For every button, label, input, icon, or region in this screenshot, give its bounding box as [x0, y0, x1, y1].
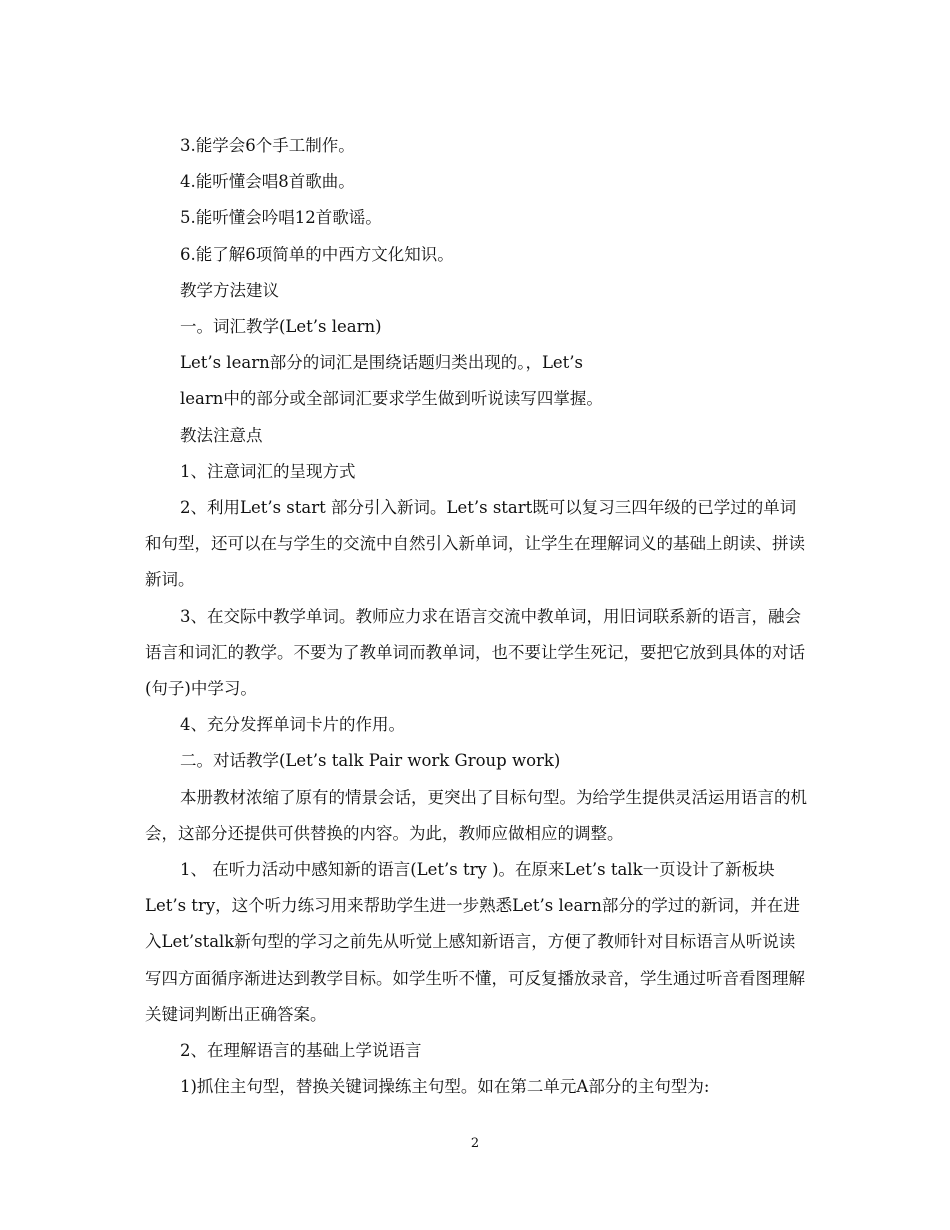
text-line: learn中的部分或全部词汇要求学生做到听说读写四掌握。 [180, 389, 603, 409]
paragraph: 3、在交际中教学单词。教师应力求在语言交流中教单词，用旧词联系新的语言，融会语言和词汇的教学。不要为了教单词而教单词，也不要让学生死记，要把它放到具体的对话(句子)中学习。 [145, 606, 805, 699]
paragraph: 1、 在听力活动中感知新的语言(Let’s try )。在原来Let’s talk一页设计了新板块Let’s try，这个听力练习用来帮助学生进一步熟悉Let’s learn部分的学过的新词，并在进入Let’stalk新句型的学习之前先从听觉上感知新语言，方便了教师针对目标语言从听说读写四方面循序渐进达到教学目标。如学生听不懂，可反复播放录音，学生通过听音看图理解关键词判断出正确答案。 [145, 860, 805, 1024]
page-content [145, 128, 810, 1105]
paragraph: 1)抓住主句型，替换关键词操练主句型。如在第二单元A部分的主句型为: [180, 1077, 710, 1097]
page-number: 2 [470, 1136, 480, 1151]
text-line: Let’s learn部分的词汇是围绕话题归类出现的。，Let’s [180, 353, 584, 373]
section-heading: 教学方法建议 [180, 280, 279, 300]
text-line: 6.能了解6项简单的中西方文化知识。 [180, 244, 454, 264]
section-heading: 教法注意点 [180, 425, 263, 445]
text-line: 3.能学会6个手工制作。 [180, 136, 355, 155]
text-line: 4.能听懂会唱8首歌曲。 [180, 172, 355, 192]
paragraph: 2、在理解语言的基础上学说语言 [180, 1041, 422, 1061]
section-heading: 一。词汇教学(Let’s learn) [180, 317, 382, 337]
paragraph: 4、充分发挥单词卡片的作用。 [180, 715, 405, 735]
text-line: 5.能听懂会吟唱12首歌谣。 [180, 208, 382, 228]
paragraph: 本册教材浓缩了原有的情景会话，更突出了目标句型。为给学生提供灵活运用语言的机会，这部分还提供可供替换的内容。为此，教师应做相应的调整。 [145, 787, 807, 843]
text-line: 1、注意词汇的呈现方式 [180, 461, 356, 481]
section-heading: 二。对话教学(Let’s talk Pair work Group work) [180, 751, 561, 771]
paragraph: 2、利用Let’s start 部分引入新词。Let’s start既可以复习三四年级的已学过的单词和句型，还可以在与学生的交流中自然引入新单词，让学生在理解词义的基础上朗读、拼读新词。 [145, 498, 805, 590]
